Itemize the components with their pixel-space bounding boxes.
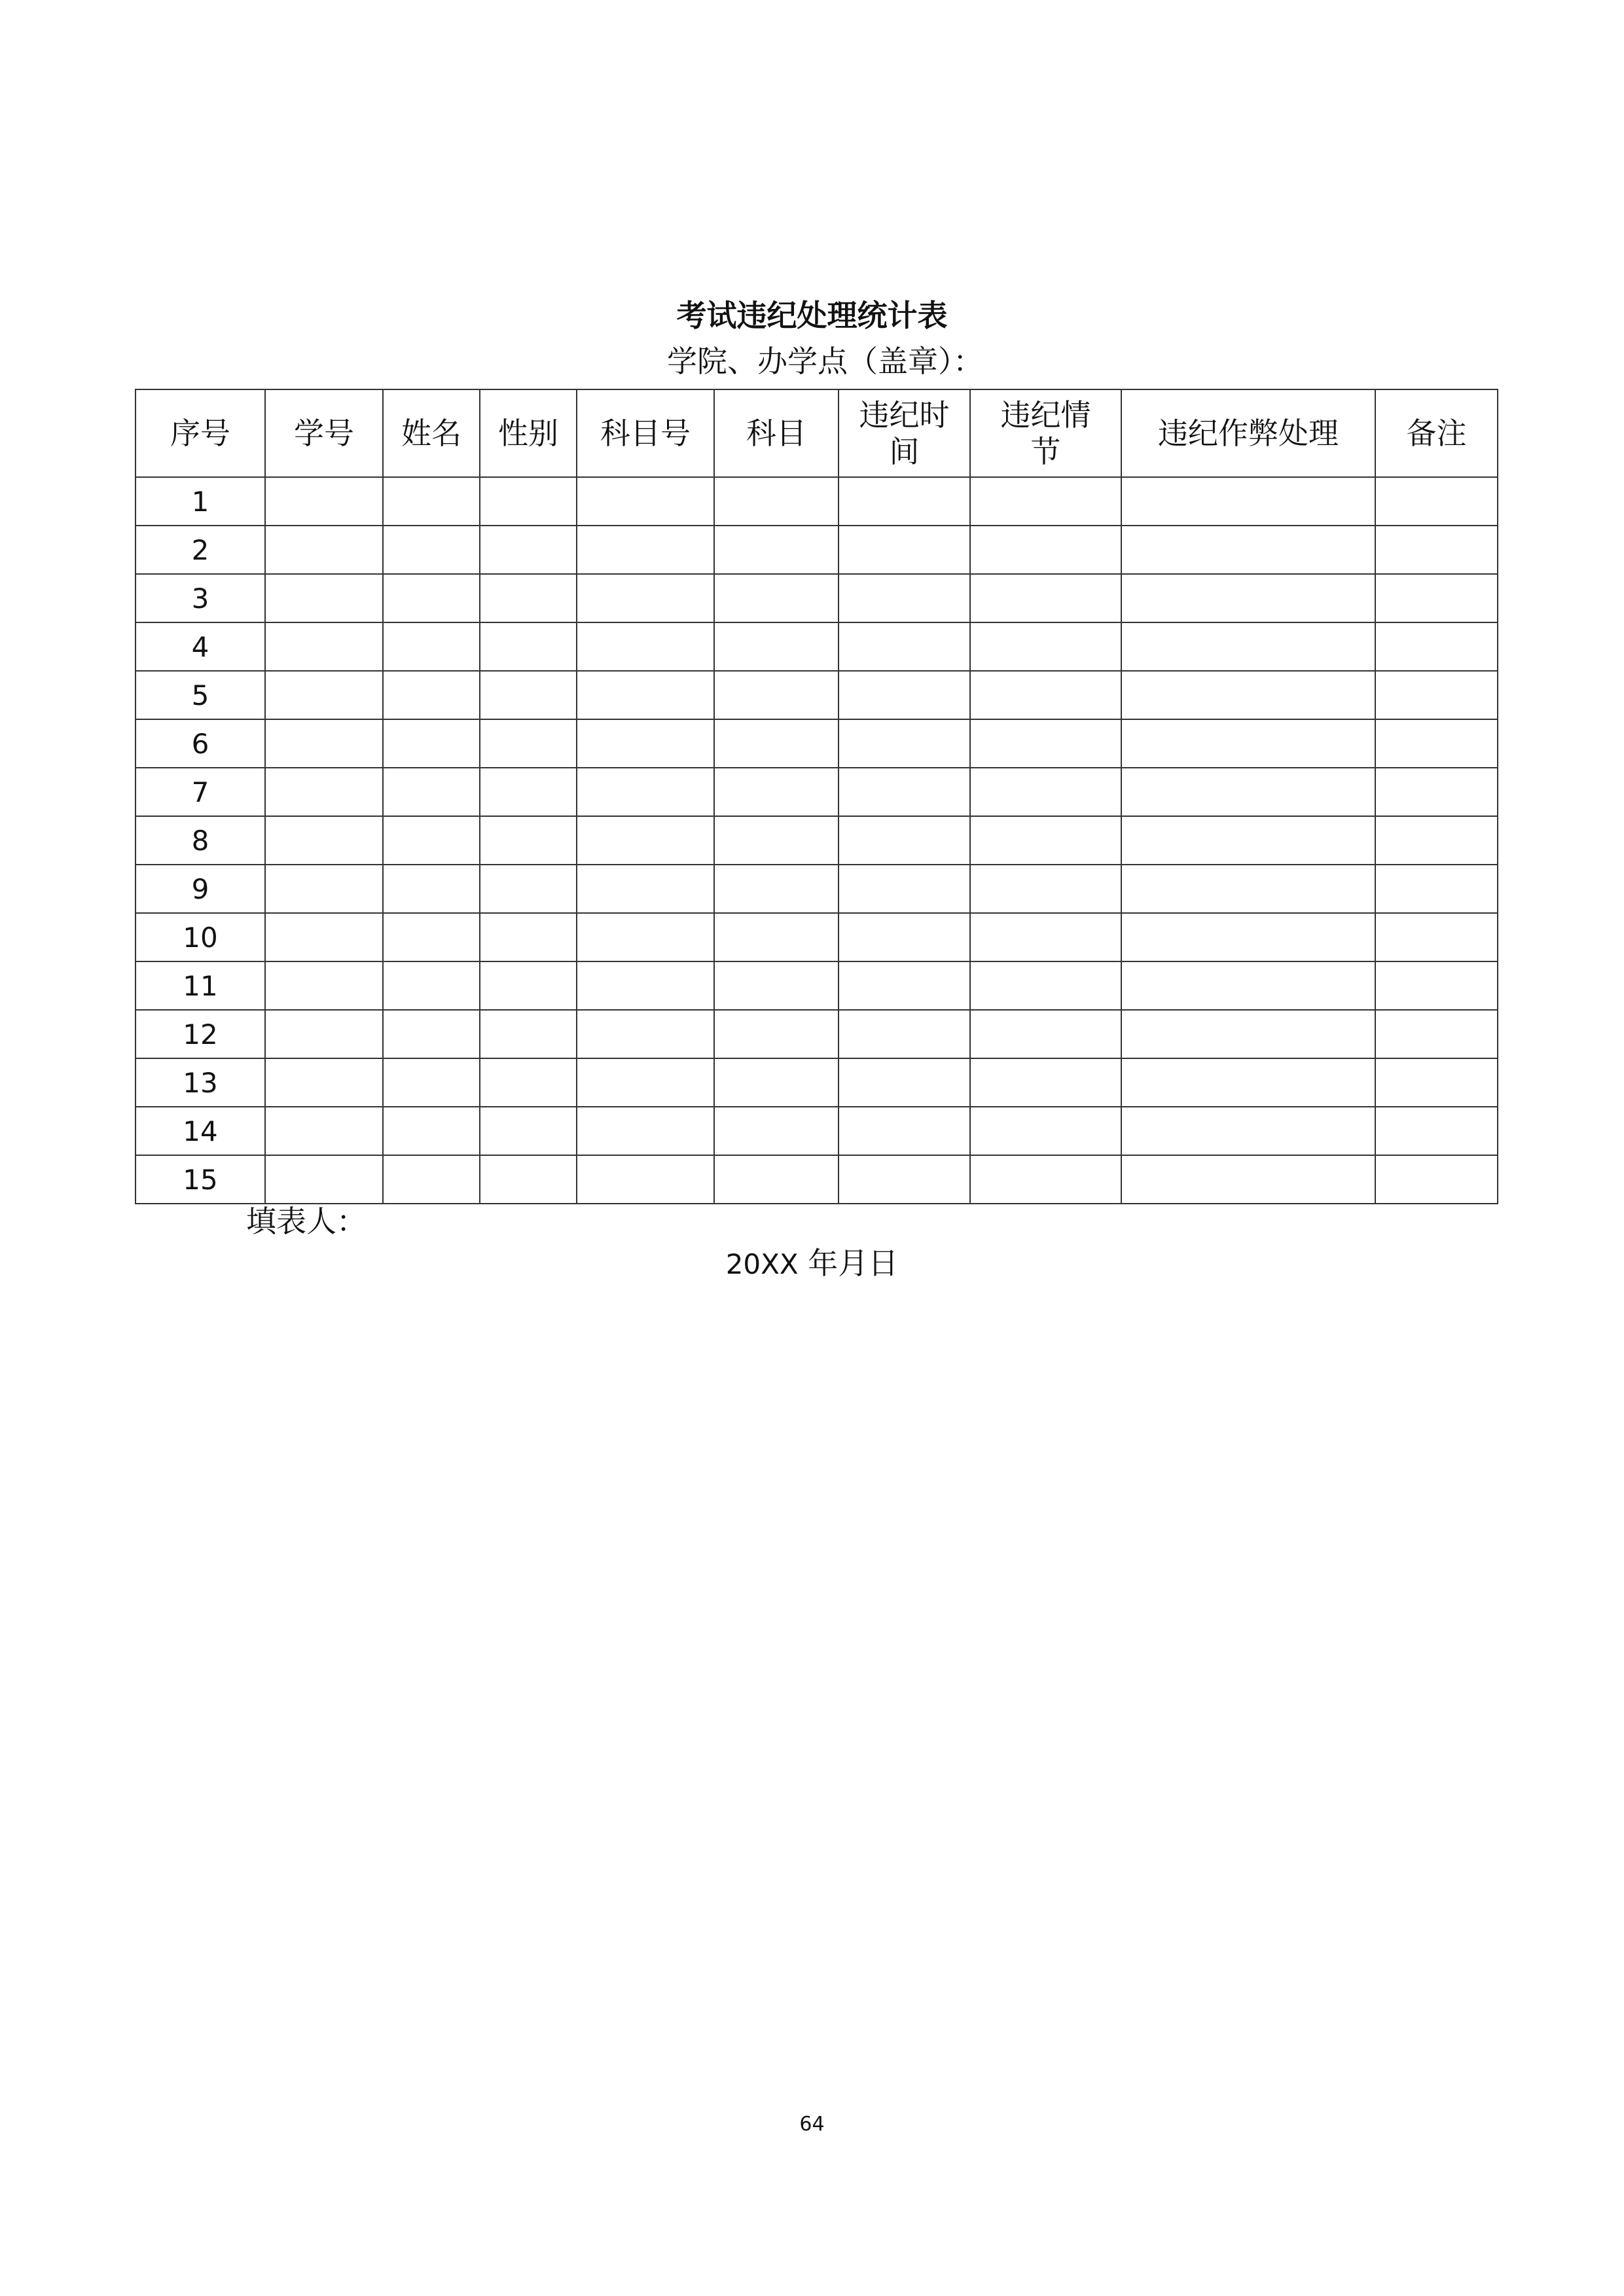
empty-cell[interactable] xyxy=(1121,768,1375,816)
empty-cell[interactable] xyxy=(1375,1058,1498,1107)
empty-cell[interactable] xyxy=(383,961,480,1010)
empty-cell[interactable] xyxy=(383,816,480,865)
page-title: 考试违纪处理统计表 xyxy=(676,298,948,333)
empty-cell[interactable] xyxy=(480,865,577,913)
empty-cell[interactable] xyxy=(577,526,714,574)
empty-cell[interactable] xyxy=(970,719,1121,768)
empty-cell[interactable] xyxy=(480,1107,577,1155)
empty-cell[interactable] xyxy=(970,1155,1121,1204)
empty-cell[interactable] xyxy=(970,816,1121,865)
empty-cell[interactable] xyxy=(383,865,480,913)
empty-cell[interactable] xyxy=(714,768,839,816)
empty-cell[interactable] xyxy=(1121,1155,1375,1204)
empty-cell[interactable] xyxy=(1121,477,1375,526)
table-row xyxy=(135,1107,1498,1155)
empty-cell[interactable] xyxy=(714,816,839,865)
violation-table xyxy=(135,389,1498,1204)
empty-cell[interactable] xyxy=(265,1107,383,1155)
header-violation-time: 违纪时间 xyxy=(839,389,970,477)
empty-cell[interactable] xyxy=(839,526,970,574)
table-row xyxy=(135,1155,1498,1204)
seal-label: 学院、办学点（盖章）： xyxy=(667,344,983,379)
empty-cell[interactable] xyxy=(839,1155,970,1204)
empty-cell[interactable] xyxy=(714,719,839,768)
header-gender: 性别 xyxy=(480,389,577,477)
date-line xyxy=(0,1245,1624,1283)
empty-cell[interactable] xyxy=(839,477,970,526)
empty-cell[interactable] xyxy=(265,1010,383,1058)
empty-cell[interactable] xyxy=(970,961,1121,1010)
empty-cell[interactable] xyxy=(1121,671,1375,719)
empty-cell[interactable] xyxy=(383,768,480,816)
empty-cell[interactable] xyxy=(1121,1010,1375,1058)
empty-cell[interactable] xyxy=(839,1107,970,1155)
table-row xyxy=(135,865,1498,913)
empty-cell[interactable] xyxy=(839,671,970,719)
empty-cell[interactable] xyxy=(1375,622,1498,671)
empty-cell[interactable] xyxy=(480,719,577,768)
page-number: 64 xyxy=(799,2113,825,2136)
empty-cell[interactable] xyxy=(265,961,383,1010)
empty-cell[interactable] xyxy=(1121,961,1375,1010)
row-number-cell: 8 xyxy=(135,816,265,865)
header-subject-code: 科目号 xyxy=(577,389,714,477)
empty-cell[interactable] xyxy=(265,816,383,865)
empty-cell[interactable] xyxy=(1375,1155,1498,1204)
empty-cell[interactable] xyxy=(714,1058,839,1107)
empty-cell[interactable] xyxy=(577,671,714,719)
empty-cell[interactable] xyxy=(839,961,970,1010)
row-number-cell: 7 xyxy=(135,768,265,816)
empty-cell[interactable] xyxy=(265,768,383,816)
empty-cell[interactable] xyxy=(839,719,970,768)
empty-cell[interactable] xyxy=(1375,526,1498,574)
empty-cell[interactable] xyxy=(1121,1107,1375,1155)
row-number-cell: 15 xyxy=(135,1155,265,1204)
header-student-id: 学号 xyxy=(265,389,383,477)
empty-cell[interactable] xyxy=(1121,816,1375,865)
empty-cell[interactable] xyxy=(480,622,577,671)
header-seq: 序号 xyxy=(135,389,265,477)
table-row xyxy=(135,768,1498,816)
empty-cell[interactable] xyxy=(577,1058,714,1107)
row-number-cell: 13 xyxy=(135,1058,265,1107)
table-row xyxy=(135,622,1498,671)
table-body xyxy=(135,477,1498,1204)
empty-cell[interactable] xyxy=(1375,1107,1498,1155)
table-row xyxy=(135,1058,1498,1107)
empty-cell[interactable] xyxy=(265,671,383,719)
empty-cell[interactable] xyxy=(1375,768,1498,816)
empty-cell[interactable] xyxy=(480,913,577,961)
empty-cell[interactable] xyxy=(839,1058,970,1107)
empty-cell[interactable] xyxy=(1375,574,1498,622)
empty-cell[interactable] xyxy=(714,1155,839,1204)
empty-cell[interactable] xyxy=(383,671,480,719)
empty-cell[interactable] xyxy=(714,913,839,961)
header-violation-details: 违纪情节 xyxy=(970,389,1121,477)
empty-cell[interactable] xyxy=(480,477,577,526)
empty-cell[interactable] xyxy=(480,1155,577,1204)
row-number-cell: 9 xyxy=(135,865,265,913)
header-remarks: 备注 xyxy=(1375,389,1498,477)
empty-cell[interactable] xyxy=(265,913,383,961)
table-row xyxy=(135,719,1498,768)
row-number-cell: 3 xyxy=(135,574,265,622)
header-subject: 科目 xyxy=(714,389,839,477)
empty-cell[interactable] xyxy=(970,913,1121,961)
row-number-cell: 11 xyxy=(135,961,265,1010)
empty-cell[interactable] xyxy=(1375,961,1498,1010)
empty-cell[interactable] xyxy=(577,865,714,913)
row-number-cell: 14 xyxy=(135,1107,265,1155)
empty-cell[interactable] xyxy=(577,816,714,865)
empty-cell[interactable] xyxy=(1121,622,1375,671)
empty-cell[interactable] xyxy=(970,477,1121,526)
table-row xyxy=(135,1010,1498,1058)
empty-cell[interactable] xyxy=(714,865,839,913)
empty-cell[interactable] xyxy=(383,1107,480,1155)
empty-cell[interactable] xyxy=(265,622,383,671)
empty-cell[interactable] xyxy=(970,1107,1121,1155)
empty-cell[interactable] xyxy=(714,477,839,526)
empty-cell[interactable] xyxy=(1375,865,1498,913)
empty-cell[interactable] xyxy=(480,816,577,865)
empty-cell[interactable] xyxy=(714,671,839,719)
empty-cell[interactable] xyxy=(383,477,480,526)
empty-cell[interactable] xyxy=(383,574,480,622)
empty-cell[interactable] xyxy=(577,1107,714,1155)
empty-cell[interactable] xyxy=(714,1107,839,1155)
row-number-cell: 5 xyxy=(135,671,265,719)
empty-cell[interactable] xyxy=(480,1058,577,1107)
empty-cell[interactable] xyxy=(970,768,1121,816)
table-row xyxy=(135,574,1498,622)
empty-cell[interactable] xyxy=(577,1010,714,1058)
form-filler-label: 填表人： xyxy=(246,1204,367,1239)
empty-cell[interactable] xyxy=(480,671,577,719)
table-row xyxy=(135,477,1498,526)
header-violation-handling: 违纪作弊处理 xyxy=(1121,389,1375,477)
empty-cell[interactable] xyxy=(714,526,839,574)
empty-cell[interactable] xyxy=(1375,816,1498,865)
empty-cell[interactable] xyxy=(1375,477,1498,526)
empty-cell[interactable] xyxy=(970,1058,1121,1107)
empty-cell[interactable] xyxy=(714,574,839,622)
empty-cell[interactable] xyxy=(577,913,714,961)
empty-cell[interactable] xyxy=(383,913,480,961)
empty-cell[interactable] xyxy=(839,768,970,816)
row-number-cell: 4 xyxy=(135,622,265,671)
empty-cell[interactable] xyxy=(480,526,577,574)
row-number-cell: 2 xyxy=(135,526,265,574)
date-year: 20XX xyxy=(725,1248,799,1280)
empty-cell[interactable] xyxy=(970,671,1121,719)
empty-cell[interactable] xyxy=(839,865,970,913)
empty-cell[interactable] xyxy=(970,526,1121,574)
empty-cell[interactable] xyxy=(839,574,970,622)
empty-cell[interactable] xyxy=(1121,526,1375,574)
date-suffix: 年月日 xyxy=(798,1246,899,1281)
table-row xyxy=(135,816,1498,865)
row-number-cell: 10 xyxy=(135,913,265,961)
empty-cell[interactable] xyxy=(383,622,480,671)
empty-cell[interactable] xyxy=(577,961,714,1010)
table-row xyxy=(135,961,1498,1010)
table-row xyxy=(135,671,1498,719)
empty-cell[interactable] xyxy=(1375,671,1498,719)
empty-cell[interactable] xyxy=(577,574,714,622)
empty-cell[interactable] xyxy=(265,719,383,768)
empty-cell[interactable] xyxy=(265,1058,383,1107)
empty-cell[interactable] xyxy=(1375,1010,1498,1058)
table-row xyxy=(135,526,1498,574)
empty-cell[interactable] xyxy=(1121,719,1375,768)
empty-cell[interactable] xyxy=(383,526,480,574)
empty-cell[interactable] xyxy=(839,622,970,671)
empty-cell[interactable] xyxy=(577,622,714,671)
empty-cell[interactable] xyxy=(970,574,1121,622)
empty-cell[interactable] xyxy=(265,477,383,526)
empty-cell[interactable] xyxy=(1121,574,1375,622)
header-name: 姓名 xyxy=(383,389,480,477)
empty-cell[interactable] xyxy=(577,1155,714,1204)
empty-cell[interactable] xyxy=(383,719,480,768)
empty-cell[interactable] xyxy=(265,1155,383,1204)
empty-cell[interactable] xyxy=(480,768,577,816)
empty-cell[interactable] xyxy=(480,1010,577,1058)
empty-cell[interactable] xyxy=(265,865,383,913)
empty-cell[interactable] xyxy=(1121,913,1375,961)
empty-cell[interactable] xyxy=(970,1010,1121,1058)
table-header-row xyxy=(135,389,1498,477)
empty-cell[interactable] xyxy=(714,622,839,671)
empty-cell[interactable] xyxy=(480,961,577,1010)
empty-cell[interactable] xyxy=(577,719,714,768)
empty-cell[interactable] xyxy=(383,1155,480,1204)
empty-cell[interactable] xyxy=(383,1010,480,1058)
empty-cell[interactable] xyxy=(383,1058,480,1107)
empty-cell[interactable] xyxy=(714,961,839,1010)
table-row xyxy=(135,913,1498,961)
empty-cell[interactable] xyxy=(970,622,1121,671)
empty-cell[interactable] xyxy=(265,574,383,622)
empty-cell[interactable] xyxy=(839,913,970,961)
empty-cell[interactable] xyxy=(839,816,970,865)
empty-cell[interactable] xyxy=(1121,865,1375,913)
row-number-cell: 6 xyxy=(135,719,265,768)
row-number-cell: 1 xyxy=(135,477,265,526)
row-number-cell: 12 xyxy=(135,1010,265,1058)
empty-cell[interactable] xyxy=(577,768,714,816)
empty-cell[interactable] xyxy=(480,574,577,622)
empty-cell[interactable] xyxy=(1121,1058,1375,1107)
empty-cell[interactable] xyxy=(839,1010,970,1058)
empty-cell[interactable] xyxy=(1375,913,1498,961)
empty-cell[interactable] xyxy=(1375,719,1498,768)
empty-cell[interactable] xyxy=(265,526,383,574)
empty-cell[interactable] xyxy=(970,865,1121,913)
empty-cell[interactable] xyxy=(577,477,714,526)
empty-cell[interactable] xyxy=(714,1010,839,1058)
